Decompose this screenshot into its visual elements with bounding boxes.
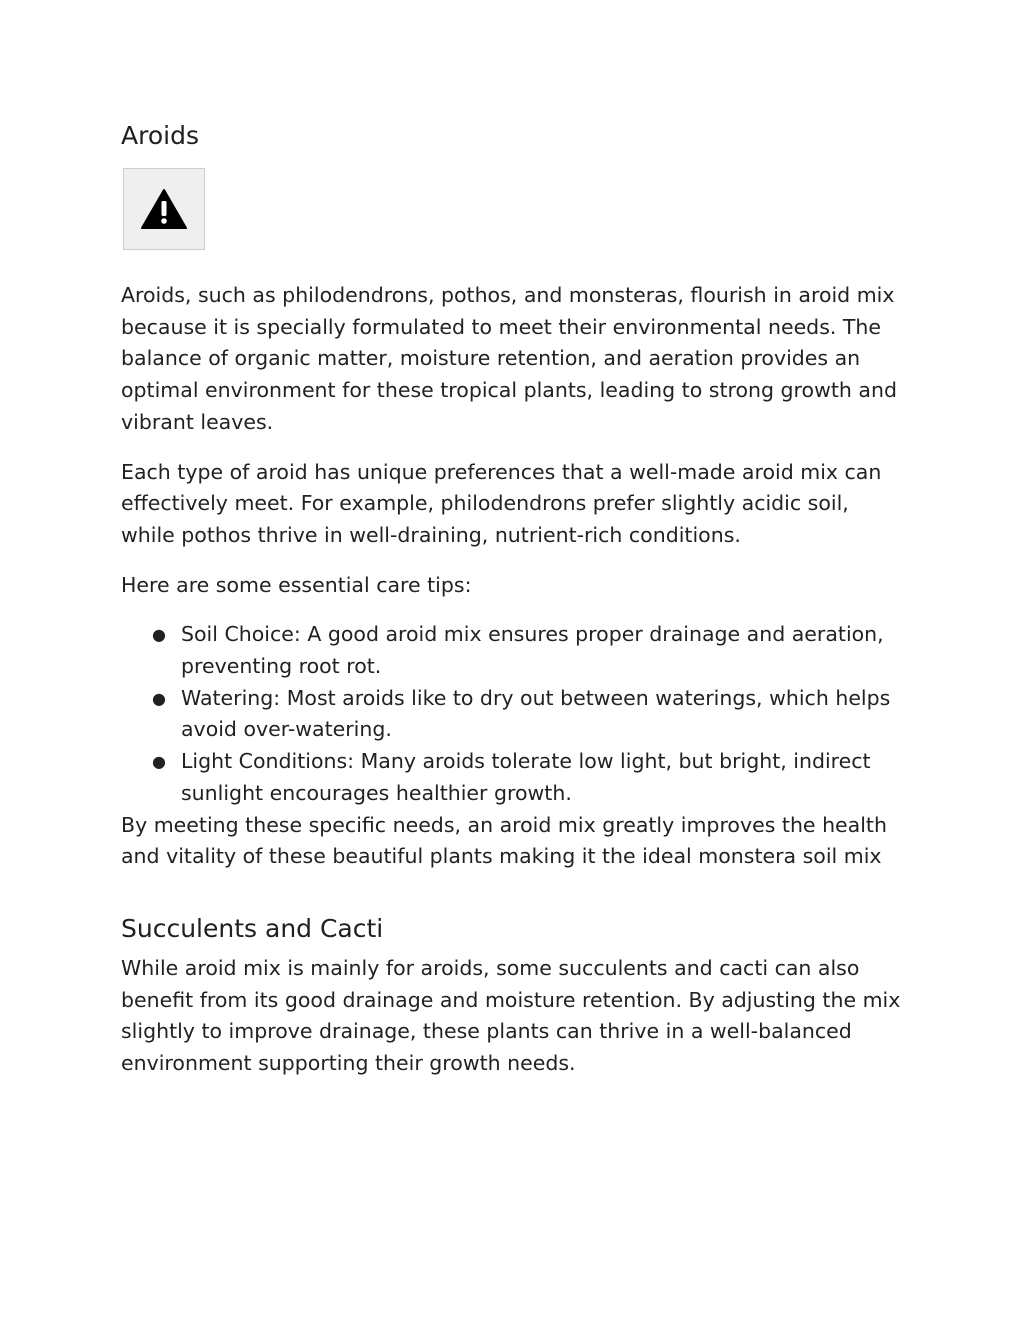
broken-image-placeholder <box>123 168 205 250</box>
document-page <box>121 118 901 1080</box>
list-item <box>121 683 901 746</box>
aroids-paragraph-2: Each type of aroid has unique preferences that a well-made aroid mix can effectively meet. For example, philodendrons prefer slightly acidic soil, while pothos thrive in well-draining, nutrient-rich conditions. <box>121 459 882 547</box>
list-item-text: Light Conditions: Many aroids tolerate low light, but bright, indirect sunlight encourages healthier growth. <box>181 749 871 805</box>
list-item-text: Watering: Most aroids like to dry out between waterings, which helps avoid over-watering. <box>181 685 891 742</box>
list-item <box>121 746 901 809</box>
heading-succulents-and-cacti: Succulents and Cacti <box>121 913 384 943</box>
bullet-icon: ● <box>152 688 166 708</box>
bullet-icon: ● <box>152 752 166 772</box>
succulents-paragraph: While aroid mix is mainly for aroids, some succulents and cacti can also benefit from its good drainage and moisture retention. By adjusting the mix slightly to improve drainage, these plants can thrive in a well-balanced environment supporting their growth needs. <box>121 955 901 1076</box>
bullet-icon: ● <box>152 625 166 645</box>
care-tips-list <box>121 619 901 809</box>
list-item-text: Soil Choice: A good aroid mix ensures proper drainage and aeration, preventing root rot. <box>181 622 884 679</box>
aroids-closing-paragraph: By meeting these specific needs, an aroid mix greatly improves the health and vitality of these beautiful plants making it the ideal monstera soil mix <box>121 812 887 869</box>
care-tips-intro: Here are some essential care tips: <box>121 572 472 597</box>
heading-aroids: Aroids <box>121 121 199 150</box>
aroids-paragraph-1: Aroids, such as philodendrons, pothos, and monsteras, flourish in aroid mix because it is specially formulated to meet their environmental needs. The balance of organic matter, moisture retention, and aeration provides an optimal environment for these tropical plants, leading to strong growth and vibrant leaves. <box>121 283 897 434</box>
list-item <box>121 619 901 682</box>
warning-triangle-icon <box>140 188 188 230</box>
